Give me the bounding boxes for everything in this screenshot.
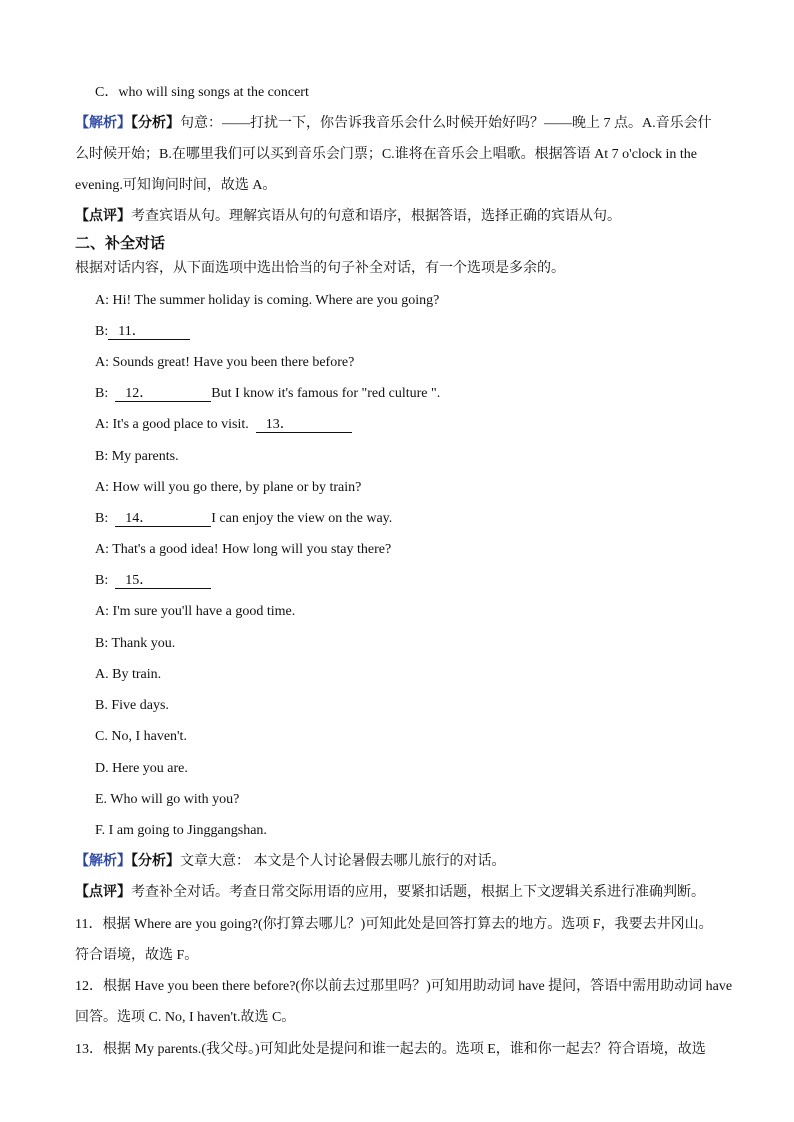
explanation-12-line-2: 回答。选项 C. No, I haven't.故选 C。: [75, 1010, 296, 1025]
analysis-1-line-3: evening.可知询问时间，故选 A。: [75, 178, 277, 193]
comment-1: [75, 208, 621, 226]
dialogue-b6: B: Thank you.: [95, 636, 176, 651]
dialogue-a3: [95, 416, 352, 434]
speaker-b: B:: [95, 573, 109, 588]
comment-1-text: 考查宾语从句。理解宾语从句的句意和语序，根据答语，选择正确的宾语从句。: [131, 209, 621, 224]
dialogue-b4: [95, 510, 392, 528]
option-c-previous: C．who will sing songs at the concert: [95, 85, 309, 100]
dialogue-a5: A: That's a good idea! How long will you stay there?: [95, 542, 392, 557]
dialogue-b2: [95, 385, 440, 403]
comment-tag: 【点评】: [75, 885, 131, 900]
instruction: 根据对话内容，从下面选项中选出恰当的句子补全对话，有一个选项是多余的。: [75, 261, 565, 276]
blank-15: [115, 573, 211, 589]
analysis-tag: 【解析】: [75, 854, 131, 869]
blank-11: [108, 324, 190, 340]
analysis-1-line-1: [75, 115, 712, 133]
dialogue-a6: A: I'm sure you'll have a good time.: [95, 604, 296, 619]
analysis-1-line-2: 么时候开始；B.在哪里我们可以买到音乐会门票；C.谁将在音乐会上唱歌。根据答语 At 7 o'clock in the: [75, 147, 698, 162]
dialogue-a3-text: A: It's a good place to visit.: [95, 417, 249, 432]
speaker-b: B:: [95, 386, 109, 401]
dialogue-a2: A: Sounds great! Have you been there before?: [95, 355, 355, 370]
option-b: B. Five days.: [95, 698, 169, 713]
blank-number: 13．: [265, 417, 294, 432]
comment-tag: 【点评】: [75, 209, 131, 224]
comment-2: [75, 884, 705, 902]
analysis-subtag: 【分析】: [131, 116, 180, 131]
option-a: A. By train.: [95, 667, 162, 682]
section-title: 二、补全对话: [75, 234, 166, 252]
explanation-12-line-1: 12．根据 Have you been there before?(你以前去过那里吗？)可知用助动词 have 提问，答语中需用助动词 have: [75, 979, 733, 994]
explanation-11-line-2: 符合语境，故选 F。: [75, 948, 199, 963]
analysis-2-text: 文章大意： 本文是个人讨论暑假去哪儿旅行的对话。: [180, 854, 506, 869]
blank-number: 11．: [118, 324, 146, 339]
dialogue-b1: [95, 323, 190, 341]
comment-2-text: 考查补全对话。考查日常交际用语的应用，要紧扣话题，根据上下文逻辑关系进行准确判断。: [131, 885, 705, 900]
explanation-11-line-1: 11．根据 Where are you going?(你打算去哪儿？)可知此处是回答打算去的地方。选项 F，我要去井冈山。: [75, 917, 713, 932]
dialogue-b2-suffix: But I know it's famous for "red culture ".: [211, 386, 441, 401]
option-f: F. I am going to Jinggangshan.: [95, 823, 267, 838]
dialogue-b4-suffix: I can enjoy the view on the way.: [211, 511, 393, 526]
analysis-1-text-1: 句意：——打扰一下，你告诉我音乐会什么时候开始好吗？——晚上 7 点。A.音乐会什: [180, 116, 712, 131]
blank-13: [256, 417, 352, 433]
option-d: D. Here you are.: [95, 761, 188, 776]
speaker-b: B:: [95, 324, 109, 339]
speaker-b: B:: [95, 511, 109, 526]
dialogue-b3: B: My parents.: [95, 449, 179, 464]
analysis-2: [75, 853, 506, 871]
analysis-tag: 【解析】: [75, 116, 131, 131]
blank-number: 12．: [125, 386, 154, 401]
blank-12: [115, 386, 211, 402]
blank-14: [115, 511, 211, 527]
dialogue-a4: A: How will you go there, by plane or by train?: [95, 480, 362, 495]
option-e: E. Who will go with you?: [95, 792, 240, 807]
analysis-subtag: 【分析】: [131, 854, 180, 869]
dialogue-b5: [95, 572, 211, 590]
blank-number: 15．: [125, 573, 154, 588]
dialogue-a1: A: Hi! The summer holiday is coming. Where are you going?: [95, 293, 440, 308]
explanation-13-line-1: 13．根据 My parents.(我父母。)可知此处是提问和谁一起去的。选项 E，谁和你一起去？符合语境，故选: [75, 1042, 706, 1057]
blank-number: 14．: [125, 511, 154, 526]
option-c: C. No, I haven't.: [95, 729, 187, 744]
